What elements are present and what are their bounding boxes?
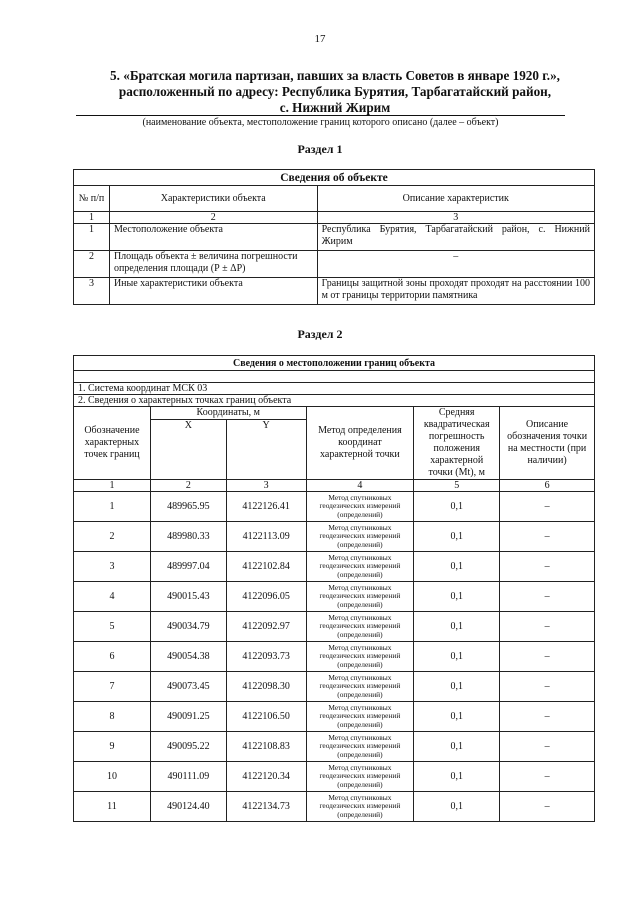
col-number: 1 [74, 480, 151, 492]
object-info-table-title: Сведения об объекте [74, 170, 595, 186]
point-error: 0,1 [414, 612, 500, 642]
col-number: 6 [500, 480, 595, 492]
point-x: 490034.79 [150, 612, 226, 642]
point-method: Метод спутниковых геодезических измерений (определений) [306, 552, 414, 582]
point-method: Метод спутниковых геодезических измерений (определений) [306, 762, 414, 792]
row-num: 2 [74, 251, 110, 278]
point-y: 4122093.73 [226, 642, 306, 672]
point-number: 2 [74, 522, 151, 552]
point-y: 4122106.50 [226, 702, 306, 732]
title-line-2: расположенный по адресу: Республика Бурятия, Тарбагатайский район, [118, 84, 552, 99]
point-method: Метод спутниковых геодезических измерений (определений) [306, 672, 414, 702]
title-line-1: 5. «Братская могила партизан, павших за власть Советов в январе 1920 г.», [110, 68, 560, 83]
point-error: 0,1 [414, 762, 500, 792]
point-description: – [500, 552, 595, 582]
point-x: 489997.04 [150, 552, 226, 582]
point-x: 490073.45 [150, 672, 226, 702]
object-title [100, 68, 570, 116]
point-description: – [500, 612, 595, 642]
point-error: 0,1 [414, 492, 500, 522]
table-row [74, 522, 595, 552]
point-x: 489980.33 [150, 522, 226, 552]
header-point-description: Описание обозначения точки на местности (при наличии) [500, 407, 595, 480]
table-row [74, 552, 595, 582]
table-row [74, 278, 595, 305]
point-error: 0,1 [414, 642, 500, 672]
point-x: 490015.43 [150, 582, 226, 612]
point-description: – [500, 582, 595, 612]
point-number: 1 [74, 492, 151, 522]
point-x: 489965.95 [150, 492, 226, 522]
table-row [74, 492, 595, 522]
row-description: Республика Бурятия, Тарбагатайский район, с. Нижний Жирим [317, 224, 594, 251]
point-error: 0,1 [414, 582, 500, 612]
point-y: 4122092.97 [226, 612, 306, 642]
point-number: 8 [74, 702, 151, 732]
header-error: Средняя квадратическая погрешность положения характерной точки (Mt), м [414, 407, 500, 480]
point-y: 4122134.73 [226, 792, 306, 822]
point-number: 10 [74, 762, 151, 792]
point-y: 4122126.41 [226, 492, 306, 522]
col-number: 3 [317, 212, 594, 224]
point-error: 0,1 [414, 732, 500, 762]
col-number: 5 [414, 480, 500, 492]
characteristic-points-row: 2. Сведения о характерных точках границ объекта [74, 395, 595, 407]
header-characteristics: Характеристики объекта [109, 186, 317, 212]
col-number: 2 [150, 480, 226, 492]
point-error: 0,1 [414, 552, 500, 582]
point-number: 5 [74, 612, 151, 642]
point-number: 4 [74, 582, 151, 612]
row-characteristic: Иные характеристики объекта [109, 278, 317, 305]
coordinate-system-row: 1. Система координат МСК 03 [74, 383, 595, 395]
row-description: – [317, 251, 594, 278]
point-method: Метод спутниковых геодезических измерений (определений) [306, 582, 414, 612]
row-characteristic: Местоположение объекта [109, 224, 317, 251]
point-description: – [500, 492, 595, 522]
table-row [74, 732, 595, 762]
spacer-row [74, 371, 595, 383]
col-number: 1 [74, 212, 110, 224]
header-method: Метод определения координат характерной точки [306, 407, 414, 480]
col-number: 2 [109, 212, 317, 224]
point-error: 0,1 [414, 672, 500, 702]
col-number: 3 [226, 480, 306, 492]
header-y-spacer [226, 432, 306, 480]
point-y: 4122108.83 [226, 732, 306, 762]
point-error: 0,1 [414, 702, 500, 732]
row-num: 3 [74, 278, 110, 305]
point-method: Метод спутниковых геодезических измерений (определений) [306, 522, 414, 552]
point-x: 490091.25 [150, 702, 226, 732]
table-row [74, 224, 595, 251]
point-y: 4122120.34 [226, 762, 306, 792]
header-y: Y [226, 419, 306, 432]
row-description: Границы защитной зоны проходят проходят на расстоянии 100 м от границы территории памятника [317, 278, 594, 305]
point-y: 4122096.05 [226, 582, 306, 612]
header-num: № п/п [74, 186, 110, 212]
table-row [74, 642, 595, 672]
table-row [74, 582, 595, 612]
row-characteristic: Площадь объекта ± величина погрешности определения площади (Р ± ΔР) [109, 251, 317, 278]
point-x: 490095.22 [150, 732, 226, 762]
header-coordinates: Координаты, м [150, 407, 306, 420]
point-description: – [500, 792, 595, 822]
point-y: 4122098.30 [226, 672, 306, 702]
boundary-points-table [73, 355, 595, 822]
title-line-3: с. Нижний Жирим [279, 100, 391, 115]
point-method: Метод спутниковых геодезических измерений (определений) [306, 612, 414, 642]
point-number: 7 [74, 672, 151, 702]
point-x: 490111.09 [150, 762, 226, 792]
title-note: (наименование объекта, местоположение границ которого описано (далее – объект) [142, 117, 499, 128]
point-description: – [500, 732, 595, 762]
point-description: – [500, 642, 595, 672]
point-method: Метод спутниковых геодезических измерений (определений) [306, 702, 414, 732]
header-x-spacer [150, 432, 226, 480]
header-x: X [150, 419, 226, 432]
point-y: 4122113.09 [226, 522, 306, 552]
point-method: Метод спутниковых геодезических измерений (определений) [306, 792, 414, 822]
point-number: 6 [74, 642, 151, 672]
point-method: Метод спутниковых геодезических измерений (определений) [306, 732, 414, 762]
point-number: 9 [74, 732, 151, 762]
point-x: 490054.38 [150, 642, 226, 672]
col-number: 4 [306, 480, 414, 492]
point-y: 4122102.84 [226, 552, 306, 582]
point-error: 0,1 [414, 522, 500, 552]
table-row [74, 251, 595, 278]
table-row [74, 792, 595, 822]
point-number: 3 [74, 552, 151, 582]
point-description: – [500, 672, 595, 702]
boundary-table-title: Сведения о местоположении границ объекта [74, 356, 595, 371]
point-method: Метод спутниковых геодезических измерений (определений) [306, 642, 414, 672]
point-method: Метод спутниковых геодезических измерений (определений) [306, 492, 414, 522]
header-description: Описание характеристик [317, 186, 594, 212]
table-row [74, 702, 595, 732]
point-error: 0,1 [414, 792, 500, 822]
table-row [74, 672, 595, 702]
table-row [74, 762, 595, 792]
section-2-heading: Раздел 2 [297, 327, 343, 341]
title-underline [76, 115, 565, 116]
table-row [74, 612, 595, 642]
row-num: 1 [74, 224, 110, 251]
point-description: – [500, 522, 595, 552]
header-designation: Обозначение характерных точек границ [74, 407, 151, 480]
section-1-heading: Раздел 1 [297, 142, 343, 156]
point-description: – [500, 702, 595, 732]
point-description: – [500, 762, 595, 792]
point-number: 11 [74, 792, 151, 822]
object-info-table [73, 169, 595, 305]
page-number: 17 [314, 33, 326, 45]
point-x: 490124.40 [150, 792, 226, 822]
